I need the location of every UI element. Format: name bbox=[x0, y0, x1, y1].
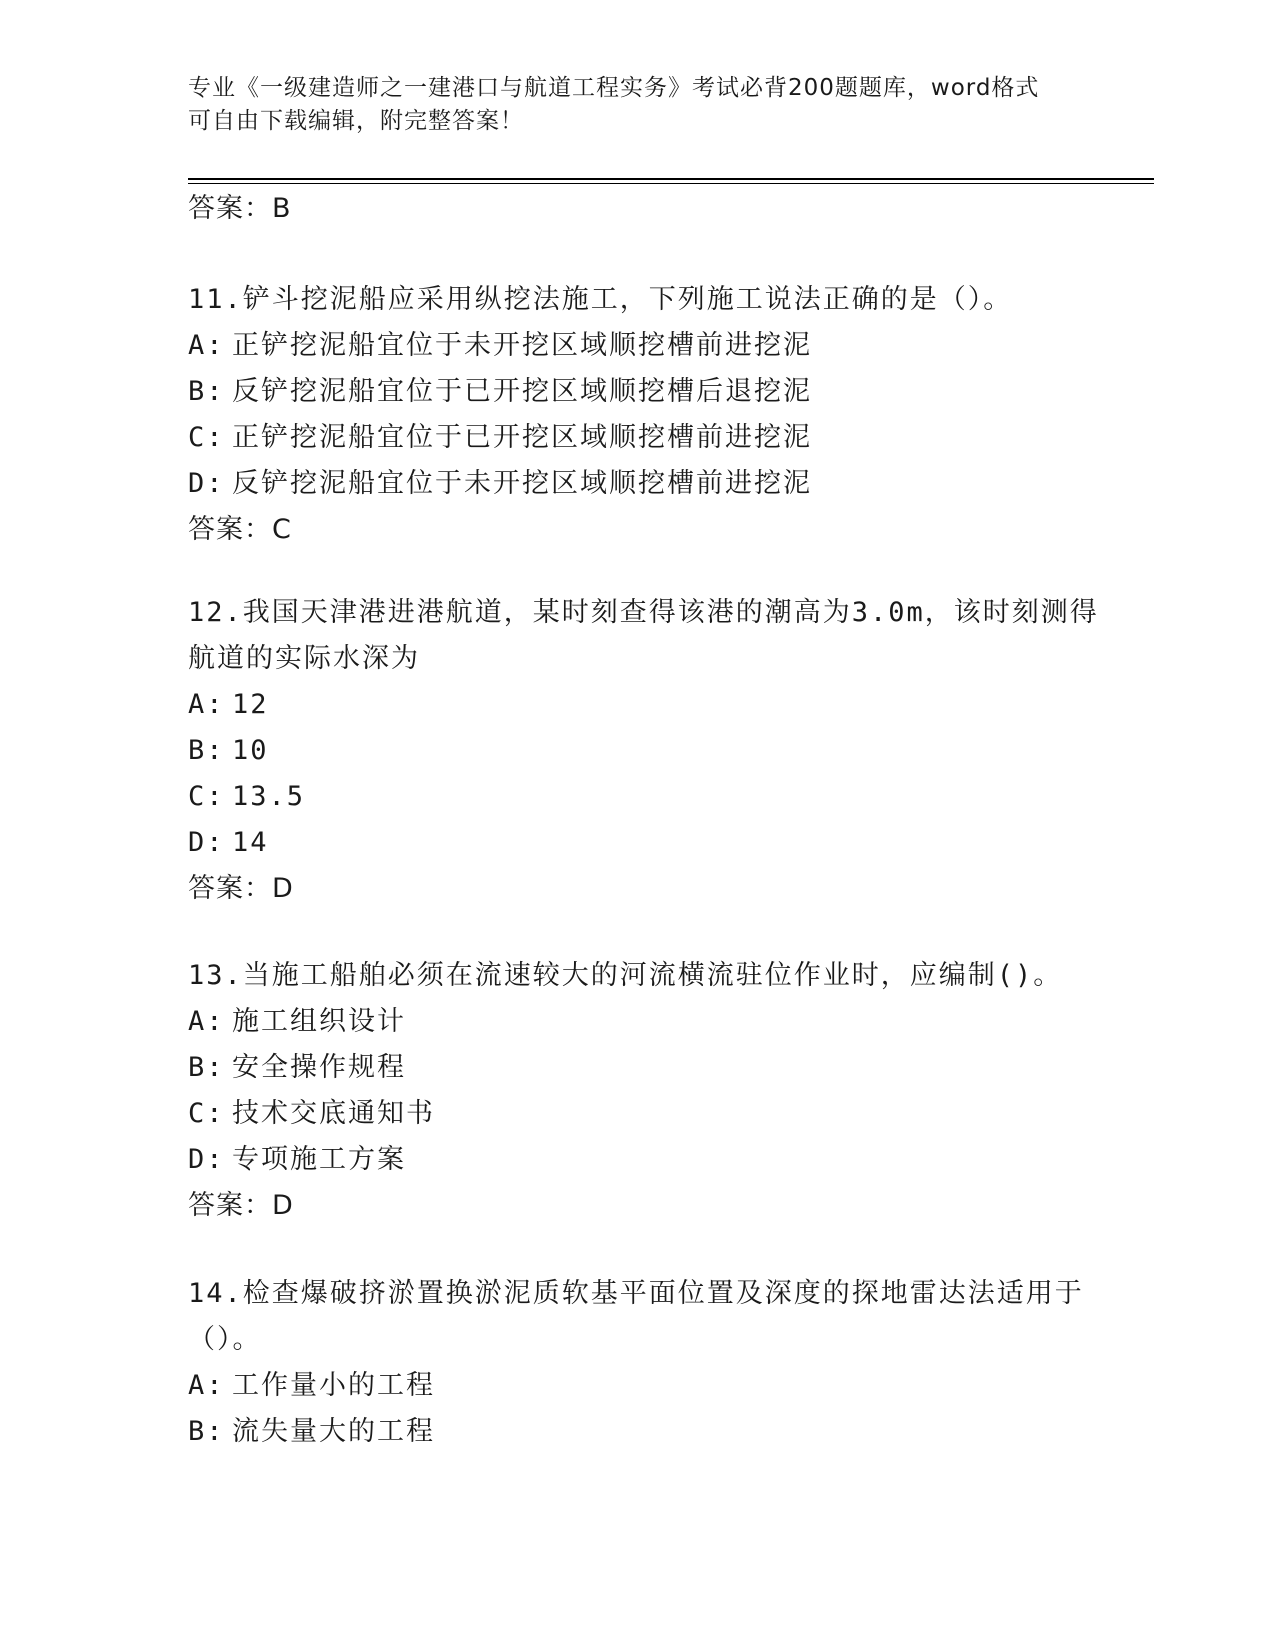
header-divider-thick bbox=[188, 178, 1154, 180]
option-d bbox=[188, 461, 1088, 507]
option-text: 正铲挖泥船宜位于已开挖区域顺挖槽前进挖泥 bbox=[232, 422, 812, 453]
option-letter: C: bbox=[188, 781, 225, 812]
question-title-continued: 航道的实际水深为 bbox=[188, 643, 420, 674]
option-letter: D: bbox=[188, 1144, 225, 1175]
option-c bbox=[188, 774, 1088, 820]
header-title-line-1: 专业《一级建造师之一建港口与航道工程实务》考试必背200题题库，word格式 bbox=[188, 75, 1040, 101]
option-letter: D: bbox=[188, 827, 225, 858]
option-a bbox=[188, 1363, 1088, 1409]
option-letter: B: bbox=[188, 1416, 225, 1447]
option-c bbox=[188, 1091, 1088, 1137]
option-a bbox=[188, 682, 1088, 728]
option-a bbox=[188, 323, 1088, 369]
answer-line: 答案：B bbox=[188, 193, 292, 224]
answer-line: 答案：D bbox=[188, 873, 294, 904]
option-text: 安全操作规程 bbox=[232, 1052, 406, 1083]
question-12 bbox=[188, 590, 1099, 912]
option-letter: C: bbox=[188, 1098, 225, 1129]
option-text: 反铲挖泥船宜位于未开挖区域顺挖槽前进挖泥 bbox=[232, 468, 812, 499]
answer-line: 答案：C bbox=[188, 514, 292, 545]
option-text: 正铲挖泥船宜位于未开挖区域顺挖槽前进挖泥 bbox=[232, 330, 812, 361]
option-d bbox=[188, 1137, 1088, 1183]
option-letter: A: bbox=[188, 1370, 225, 1401]
question-title: 12.我国天津港进港航道，某时刻查得该港的潮高为3.0m，该时刻测得 bbox=[188, 597, 1099, 628]
option-b bbox=[188, 1045, 1088, 1091]
question-title: 13.当施工船舶必须在流速较大的河流横流驻位作业时，应编制()。 bbox=[188, 960, 1063, 991]
option-letter: A: bbox=[188, 689, 225, 720]
option-c bbox=[188, 415, 1088, 461]
option-letter: B: bbox=[188, 1052, 225, 1083]
option-b bbox=[188, 728, 1088, 774]
option-text: 工作量小的工程 bbox=[232, 1370, 435, 1401]
option-text: 14 bbox=[232, 827, 269, 858]
question-title: 14.检查爆破挤淤置换淤泥质软基平面位置及深度的探地雷达法适用于 bbox=[188, 1278, 1084, 1309]
header-title-line-2: 可自由下载编辑，附完整答案！ bbox=[188, 108, 524, 134]
option-text: 施工组织设计 bbox=[232, 1006, 406, 1037]
option-d bbox=[188, 820, 1088, 866]
option-letter: B: bbox=[188, 735, 225, 766]
option-letter: C: bbox=[188, 422, 225, 453]
option-text: 技术交底通知书 bbox=[232, 1098, 435, 1129]
option-text: 13.5 bbox=[232, 781, 306, 812]
option-text: 反铲挖泥船宜位于已开挖区域顺挖槽后退挖泥 bbox=[232, 376, 812, 407]
question-title-continued: （）。 bbox=[188, 1324, 262, 1355]
question-14 bbox=[188, 1271, 1088, 1455]
previous-answer-block bbox=[188, 186, 1088, 232]
option-text: 专项施工方案 bbox=[232, 1144, 406, 1175]
question-title: 11.铲斗挖泥船应采用纵挖法施工，下列施工说法正确的是（）。 bbox=[188, 284, 1013, 315]
option-b bbox=[188, 369, 1088, 415]
option-b bbox=[188, 1409, 1088, 1455]
option-text: 10 bbox=[232, 735, 269, 766]
header-divider-thin bbox=[188, 183, 1154, 184]
answer-line: 答案：D bbox=[188, 1190, 294, 1221]
option-letter: A: bbox=[188, 330, 225, 361]
option-a bbox=[188, 999, 1088, 1045]
option-letter: D: bbox=[188, 468, 225, 499]
question-11 bbox=[188, 277, 1088, 553]
option-letter: B: bbox=[188, 376, 225, 407]
document-header bbox=[188, 72, 1088, 138]
option-letter: A: bbox=[188, 1006, 225, 1037]
option-text: 流失量大的工程 bbox=[232, 1416, 435, 1447]
option-text: 12 bbox=[232, 689, 269, 720]
question-13 bbox=[188, 953, 1088, 1229]
